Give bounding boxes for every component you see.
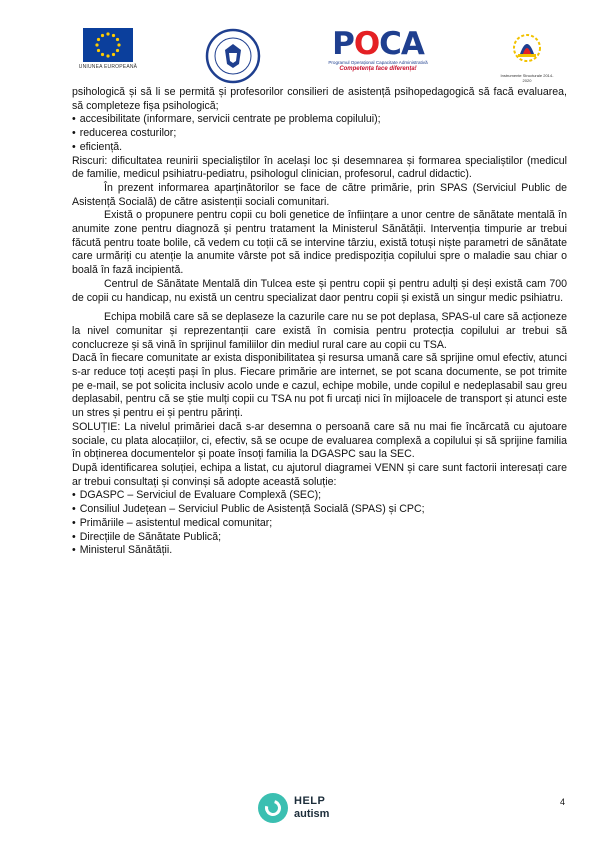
eu-logo [70, 28, 146, 70]
paragraph-solution: SOLUȚIE: La nivelul primăriei dacă s-ar desemna o persoană care să nu mai fie încărcată cu ajutoare sociale, cu plata alocațiilor, ci, efectiv, să se ocupe de evaluarea complexă a copilului și să sprijine familia în obținerea documentelor și poate însoți familia la DGASPC sau la SEC. [72, 420, 567, 461]
poca-wordmark: POCA [332, 26, 424, 62]
poca-logo [318, 28, 438, 72]
stakeholder-item: • Consiliul Județean – Serviciul Public de Asistență Socială (SPAS) și CPC; [72, 503, 567, 517]
paragraph: psihologică și să li se permită și profesorilor consilieri de asistență psihopedagogică să facă evaluarea, să completeze fișa psihologică; [72, 86, 567, 112]
help-autism-logo [258, 793, 348, 827]
poca-tagline: Competența face diferența! [339, 66, 417, 72]
poca-subtitle: Programul Operațional Capacitate Administrativă [328, 60, 428, 65]
eu-caption: UNIUNEA EUROPEANĂ [78, 64, 138, 70]
paragraph: După identificarea soluției, echipa a listat, cu ajutorul diagramei VENN și care sunt factorii interesați care ar trebui consultați și convinși să adopte această soluție: [72, 461, 567, 488]
paragraph: Există o propunere pentru copii cu boli genetice de înființare a unor centre de sănătate mentală în anumite zone pentru diagnoză și pentru tratament la Ministerul Sănătății. Intervenția timpurie ar trebui făcută pentru toate bolile, că vedem cu toții că se intervine târziu, există totuși niște parametri de sănătate care urmăriți cu atenție la anumite vârste pot să indice predispoziția copilului spre o maladie sau chiar o boală în fază incipientă. [72, 209, 567, 277]
paragraph: În prezent informarea aparținătorilor se face de către primărie, prin SPAS (Serviciul Public de Asistență Socială) de către asistenții sociali comunitari. [72, 181, 567, 208]
government-seal [205, 28, 261, 84]
is-caption: Instrumente Structurale 2014-2020 [500, 73, 554, 83]
document-body [72, 86, 567, 558]
bullet-item: • accesibilitate (informare, servicii centrate pe problema copilului); [72, 113, 567, 127]
paragraph: Centrul de Sănătate Mentală din Tulcea este și pentru copii și pentru adulți și deși există cam 700 de copii cu handicap, nu există un centru specializat daor pentru copii și există un singur medic psihiatru. [72, 277, 567, 304]
bullet-item: • reducerea costurilor; [72, 127, 567, 141]
instrumente-structurale-logo [498, 28, 556, 83]
stakeholder-item: • Primăriile – asistentul medical comunitar; [72, 517, 567, 531]
paragraph: Echipa mobilă care să se deplaseze la cazurile care nu se pot deplasa, SPAS-ul care să acționeze la nivel comunitar și reprezentanții care există în comisia pentru protecția copilului ar trebui să conclucreze și să vină în sprijinul familiilor din mediul rural care au copii cu TSA. [72, 311, 567, 351]
bullet-item: • eficiență. [72, 141, 567, 155]
speech-bubble-icon [258, 793, 288, 823]
paragraph: Dacă în fiecare comunitate ar exista disponibilitatea și resursa umană care să sprijine omul efectiv, atunci s-ar reduce toți acești pași în plus. Fiecare primărie are internet, se pot scana documente, se pot trimite pe e-mail, se pot solicita inclusiv acolo unde e cazul, echipe mobile, unde copilul e nedeplasabil sau greu deplasabil, pentru că se știe mulți copii cu TSA nu pot fi urcați nici în mijloacele de transport și atunci este un stres și pentru ei și pentru părinți. [72, 352, 567, 420]
paragraph-risks: Riscuri: dificultatea reunirii specialiștilor în același loc și desemnarea și formarea specialiștilor (medicul de familie, medicul psihiatru-pediatru, psihologul clinician, profesorul, cadrul didactic). [72, 154, 567, 181]
header-logos [70, 26, 554, 84]
logo-line-2: autism [294, 808, 330, 820]
stakeholder-item: • Ministerul Sănătății. [72, 544, 567, 558]
stakeholder-item: • Direcțiile de Sănătate Publică; [72, 531, 567, 545]
eu-flag-icon [83, 28, 133, 62]
stakeholder-item: • DGASPC – Serviciul de Evaluare Complexă (SEC); [72, 489, 567, 503]
page-number: 4 [560, 797, 566, 807]
government-seal-icon [205, 28, 261, 84]
structural-instruments-icon [498, 28, 556, 68]
logo-line-1: HELP [294, 795, 326, 807]
